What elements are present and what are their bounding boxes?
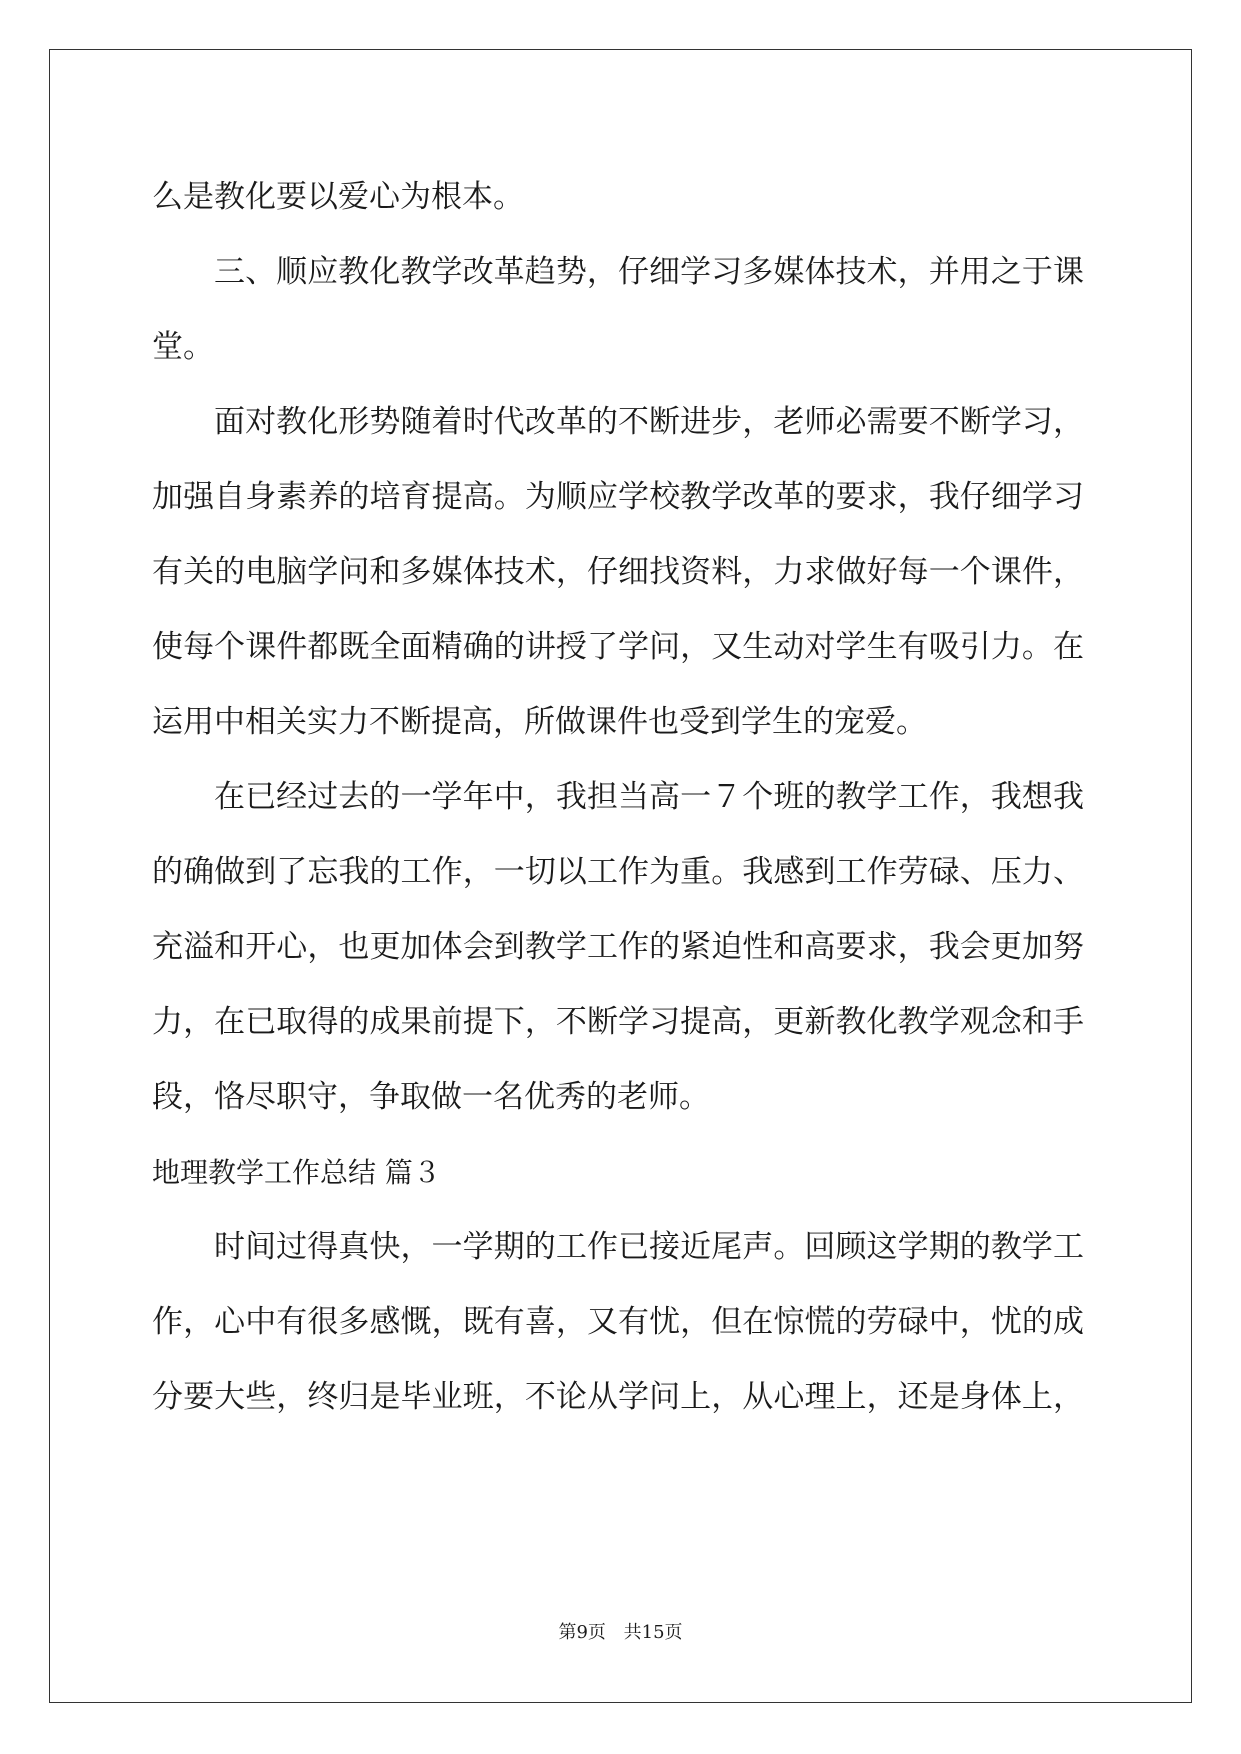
document-body xyxy=(152,160,1084,1435)
text-line: 段，恪尽职守，争取做一名优秀的老师。 xyxy=(152,1079,710,1115)
text-line: 运用中相关实力不断提高，所做课件也受到学生的宠爱。 xyxy=(152,704,927,740)
paragraph-first-line: 在已经过去的一学年中，我担当高一７个班的教学工作，我想我 xyxy=(214,779,1084,815)
section-heading-line: 三、顺应教化教学改革趋势，仔细学习多媒体技术，并用之于课 xyxy=(214,254,1084,290)
paragraph-first-line: 时间过得真快，一学期的工作已接近尾声。回顾这学期的教学工 xyxy=(214,1229,1084,1265)
page-number: 第9页 xyxy=(558,1622,606,1643)
page-footer xyxy=(0,1618,1241,1644)
text-line: 的确做到了忘我的工作，一切以工作为重。我感到工作劳碌、压力、 xyxy=(152,854,1084,890)
text-line: 分要大些，终归是毕业班，不论从学问上，从心理上，还是身体上， xyxy=(152,1379,1084,1415)
text-line: 么是教化要以爱心为根本。 xyxy=(152,179,524,215)
text-line: 有关的电脑学问和多媒体技术，仔细找资料，力求做好每一个课件， xyxy=(152,554,1084,590)
text-line: 堂。 xyxy=(152,329,214,365)
article-title: 地理教学工作总结 篇３ xyxy=(152,1156,441,1189)
text-line: 力，在已取得的成果前提下，不断学习提高，更新教化教学观念和手 xyxy=(152,1004,1084,1040)
text-line: 充溢和开心，也更加体会到教学工作的紧迫性和高要求，我会更加努 xyxy=(152,929,1084,965)
text-line: 使每个课件都既全面精确的讲授了学问，又生动对学生有吸引力。在 xyxy=(152,629,1084,665)
page-total: 共15页 xyxy=(623,1622,683,1643)
text-line: 作，心中有很多感慨，既有喜，又有忧，但在惊慌的劳碌中，忧的成 xyxy=(152,1304,1084,1340)
text-line: 加强自身素养的培育提高。为顺应学校教学改革的要求，我仔细学习 xyxy=(152,479,1084,515)
paragraph-first-line: 面对教化形势随着时代改革的不断进步，老师必需要不断学习， xyxy=(214,404,1084,440)
